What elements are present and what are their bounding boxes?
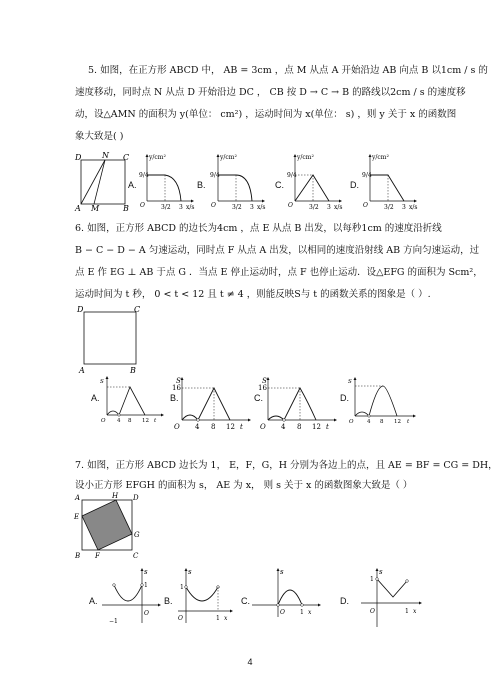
q7b-xlabel: x xyxy=(224,615,228,622)
q6-line-4: 运动时间为 t 秒， 0 < t < 12 且 t ≠ 4 ，则能反映S与 t 的函数关系的图象是（ ）. xyxy=(75,289,431,300)
q5-option-a-label: A. xyxy=(128,180,137,190)
q7a-origin: O xyxy=(144,610,149,617)
q6-label-b: B xyxy=(130,366,136,375)
q6b-origin: O xyxy=(174,423,180,431)
q5a-xtick2: 3 xyxy=(179,204,183,211)
q6c-origin: O xyxy=(260,423,266,431)
q5-option-d-label: D. xyxy=(350,180,359,190)
q6-option-a-label: A. xyxy=(91,393,100,403)
q6a-xtick-12: 12 xyxy=(142,418,149,424)
q7-graph-c xyxy=(250,567,326,619)
q5-square-figure xyxy=(75,153,131,211)
q5a-ytick: 9/4 xyxy=(139,172,149,179)
q7-option-b-label: B. xyxy=(164,596,173,606)
q5a-ylabel: y/cm² xyxy=(149,154,166,161)
q5-option-b-label: B. xyxy=(197,180,206,190)
q6-label-a: A xyxy=(79,366,85,375)
q7a-minus-one: −1 xyxy=(109,618,118,625)
q5a-xlabel: x/s xyxy=(186,204,195,211)
q5c-ytick: 9/4 xyxy=(287,172,297,179)
q7c-xlabel: x xyxy=(308,609,312,616)
q7b-ylabel: s xyxy=(188,568,192,576)
q5-graph-b xyxy=(210,153,268,215)
q6b-xlabel: t xyxy=(240,423,243,431)
q5-graph-d xyxy=(362,153,420,215)
q5-line-3: 动，设△AMN 的面积为 y(单位： cm²) ，运动时间为 x(单位： s) ，则 y 关于 x 的函数图 xyxy=(75,109,457,120)
q6d-ylabel: S xyxy=(348,379,352,385)
q7-graph-b xyxy=(172,567,234,629)
q6c-xlabel: t xyxy=(326,423,329,431)
q5d-ylabel: y/cm² xyxy=(372,154,389,161)
q6a-origin: O xyxy=(101,418,106,424)
q6-label-c: C xyxy=(134,305,141,314)
q5c-origin: O xyxy=(288,202,293,209)
q7-label-f: F xyxy=(95,552,100,560)
q5d-ytick: 9/4 xyxy=(362,172,372,179)
q5b-xlabel: x/s xyxy=(257,204,266,211)
q7d-xlabel: x xyxy=(413,608,417,615)
q7-label-h: H xyxy=(112,492,119,500)
q7c-ylabel: s xyxy=(280,568,284,576)
q6-line-1: 6. 如图，正方形 ABCD 的边长为4cm ，点 E 从点 B 出发，以每秒1cm 的速度沿折线 xyxy=(75,223,442,234)
q5d-xlabel: x/s xyxy=(409,204,418,211)
q6-graph-a xyxy=(99,375,167,427)
q7-label-g: G xyxy=(134,531,140,539)
q6-option-d-label: D. xyxy=(340,393,349,403)
q6a-xtick-4: 4 xyxy=(117,418,121,424)
q6b-xtick-4: 4 xyxy=(195,423,200,431)
q7b-origin: O xyxy=(178,615,183,622)
q6c-ytick: 16 xyxy=(258,384,267,392)
q7-option-c-label: C. xyxy=(241,596,250,606)
q6c-xtick-8: 8 xyxy=(297,423,302,431)
q5-label-n: N xyxy=(102,151,109,160)
q5-label-m: M xyxy=(91,204,100,213)
q5b-origin: O xyxy=(211,202,216,209)
q6-option-c-label: C. xyxy=(254,393,263,403)
q7-label-e: E xyxy=(74,513,80,521)
q6d-xtick-8: 8 xyxy=(380,419,384,425)
q6-graph-c xyxy=(258,376,340,432)
q5-graph-c xyxy=(287,153,345,215)
q7b-one-x: 1 xyxy=(216,615,220,622)
q7c-one: 1 xyxy=(300,609,304,616)
q5-option-c-label: C. xyxy=(275,180,284,190)
q6d-origin: O xyxy=(349,419,354,425)
q7-graph-d xyxy=(355,567,427,631)
q7-label-d: D xyxy=(133,494,139,502)
q7c-origin: O xyxy=(280,609,285,616)
q5b-xtick2: 3 xyxy=(250,204,254,211)
q6b-xtick-8: 8 xyxy=(211,423,216,431)
q7b-one-y: 1 xyxy=(180,584,184,591)
q6a-xtick-8: 8 xyxy=(128,418,132,424)
q6c-xtick-4: 4 xyxy=(281,423,286,431)
q6d-xlabel: t xyxy=(407,419,410,425)
q7-square-figure xyxy=(72,491,142,561)
q7-option-d-label: D. xyxy=(340,596,349,606)
q5d-xtick2: 3 xyxy=(402,204,406,211)
q5-label-d: D xyxy=(75,153,82,162)
q7d-one-x: 1 xyxy=(405,608,409,615)
q6a-xlabel: t xyxy=(154,418,157,424)
q7-label-b: B xyxy=(75,552,81,560)
q6b-ylabel: S xyxy=(176,377,181,385)
q6-graph-b xyxy=(172,376,254,432)
q5a-xtick1: 3/2 xyxy=(161,204,171,211)
q5-line-2: 速度移动，同时点 N 从点 D 开始沿边 DC ， CB 按 D → C → B 的路线以2cm / s 的速度移 xyxy=(75,87,466,98)
q5-label-a: A xyxy=(75,204,81,213)
q5a-origin: O xyxy=(140,202,145,209)
q5-line-4: 象大致是( ) xyxy=(75,131,124,142)
q6c-xtick-12: 12 xyxy=(312,423,321,431)
q7d-ylabel: s xyxy=(379,568,383,576)
q5d-origin: O xyxy=(363,202,368,209)
q7-option-a-label: A. xyxy=(89,596,98,606)
q6-label-d: D xyxy=(77,305,84,314)
q5d-xtick1: 3/2 xyxy=(384,204,394,211)
q5c-xtick2: 3 xyxy=(327,204,331,211)
q5c-xlabel: x/s xyxy=(334,204,343,211)
q5-label-c: C xyxy=(123,153,130,162)
q7a-ylabel: s xyxy=(144,568,148,576)
q5b-ylabel: y/cm² xyxy=(220,154,237,161)
q7-line-1: 7. 如图，正方形 ABCD 边长为 1， E，F，G，H 分别为各边上的点，且 AE = BF = CG = DH， xyxy=(75,460,498,471)
q6b-xtick-12: 12 xyxy=(226,423,235,431)
q5-label-b: B xyxy=(123,204,129,213)
q5c-xtick1: 3/2 xyxy=(309,204,319,211)
q7-line-2: 设小正方形 EFGH 的面积为 s， AE 为 x， 则 s 关于 x 的函数图象大致是（ ） xyxy=(75,480,413,491)
q6-line-2: B − C − D − A 匀速运动，同时点 F 从点 A 出发，以相同的速度沿射线 AB 方向匀速运动，过 xyxy=(75,245,480,256)
q6-square-figure xyxy=(74,304,144,374)
q6a-ylabel: S xyxy=(100,379,104,385)
q5c-ylabel: y/cm² xyxy=(297,154,314,161)
q5-graph-a xyxy=(139,153,197,215)
q5-line-1: 5. 如图，在正方形 ABCD 中， AB = 3cm ，点 M 从点 A 开始沿边 AB 向点 B 以1cm / s 的 xyxy=(88,65,488,76)
q5b-xtick1: 3/2 xyxy=(232,204,242,211)
q6b-ytick: 16 xyxy=(172,384,181,392)
q6c-ylabel: S xyxy=(262,377,267,385)
q7-label-c: C xyxy=(133,552,139,560)
q7a-one: 1 xyxy=(144,582,148,589)
q6-option-b-label: B. xyxy=(170,393,179,403)
q6-graph-d xyxy=(347,376,419,428)
page-number: 4 xyxy=(247,657,253,667)
q7d-one: 1 xyxy=(370,576,374,583)
q6-line-3: 点 E 作 EG ⊥ AB 于点 G ．当点 E 停止运动时，点 F 也停止运动．设△EFG 的面积为 Scm²， xyxy=(75,267,483,278)
q5b-ytick: 9/4 xyxy=(210,172,220,179)
q7d-origin: O xyxy=(370,608,375,615)
q6d-xtick-4: 4 xyxy=(367,419,371,425)
q7-label-a: A xyxy=(75,494,81,502)
q6d-xtick-12: 12 xyxy=(394,419,401,425)
q7-graph-a xyxy=(100,567,162,629)
